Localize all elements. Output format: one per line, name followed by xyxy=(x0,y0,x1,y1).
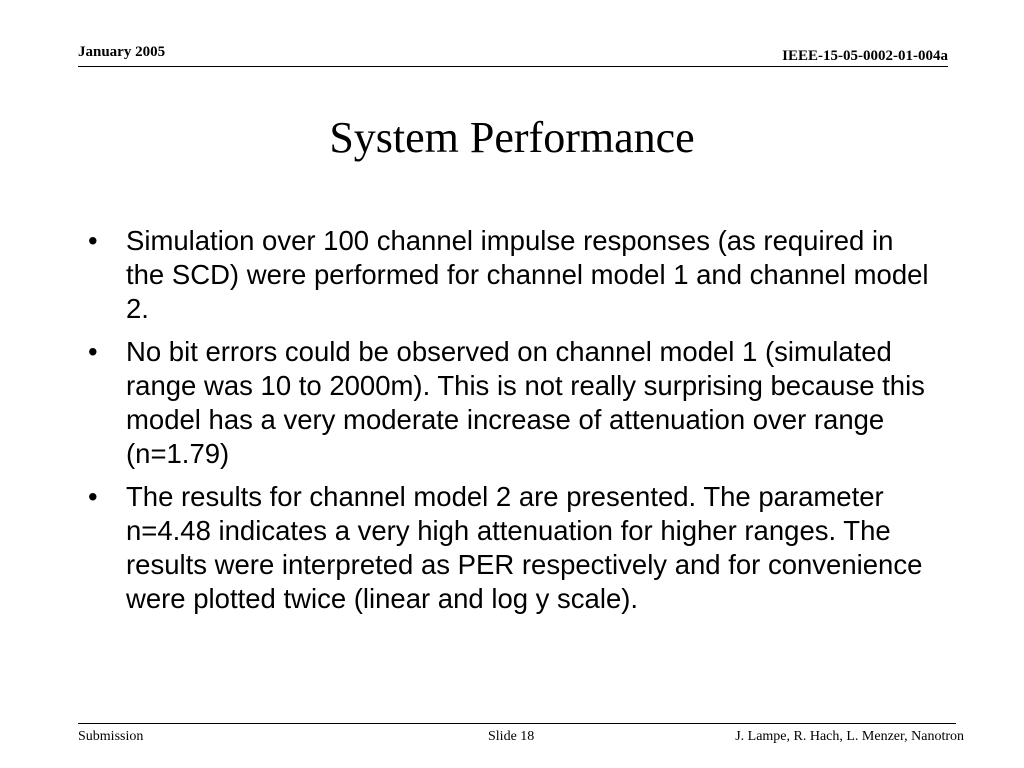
bullet-item xyxy=(88,480,938,616)
bullet-item xyxy=(88,224,938,326)
bullet-list xyxy=(88,224,938,625)
bullet-dot-icon: • xyxy=(88,481,98,512)
footer-divider xyxy=(78,723,956,724)
bullet-text: Simulation over 100 channel impulse responses (as required in the SCD) were performed for channel model 1 and channel model 2. xyxy=(126,225,929,324)
bullet-dot-icon: • xyxy=(88,336,98,367)
header-divider xyxy=(78,66,948,67)
footer-submission: Submission xyxy=(78,729,144,744)
footer-authors: J. Lampe, R. Hach, L. Menzer, Nanotron xyxy=(735,729,964,744)
bullet-item xyxy=(88,335,938,471)
header-date: January 2005 xyxy=(78,44,166,60)
bullet-dot-icon: • xyxy=(88,225,98,256)
header-document-id: IEEE-15-05-0002-01-004a xyxy=(782,48,948,64)
footer-slide-number: Slide 18 xyxy=(488,729,535,744)
bullet-text: No bit errors could be observed on channel model 1 (simulated range was 10 to 2000m). This is not really surprising because this model has a very moderate increase of attenuation over range (n=1.79) xyxy=(126,336,925,469)
bullet-text: The results for channel model 2 are presented. The parameter n=4.48 indicates a very high attenuation for higher ranges. The results were interpreted as PER respectively and for convenience were plotted twice (linear and log y scale). xyxy=(126,481,923,614)
slide-title: System Performance xyxy=(329,113,695,162)
